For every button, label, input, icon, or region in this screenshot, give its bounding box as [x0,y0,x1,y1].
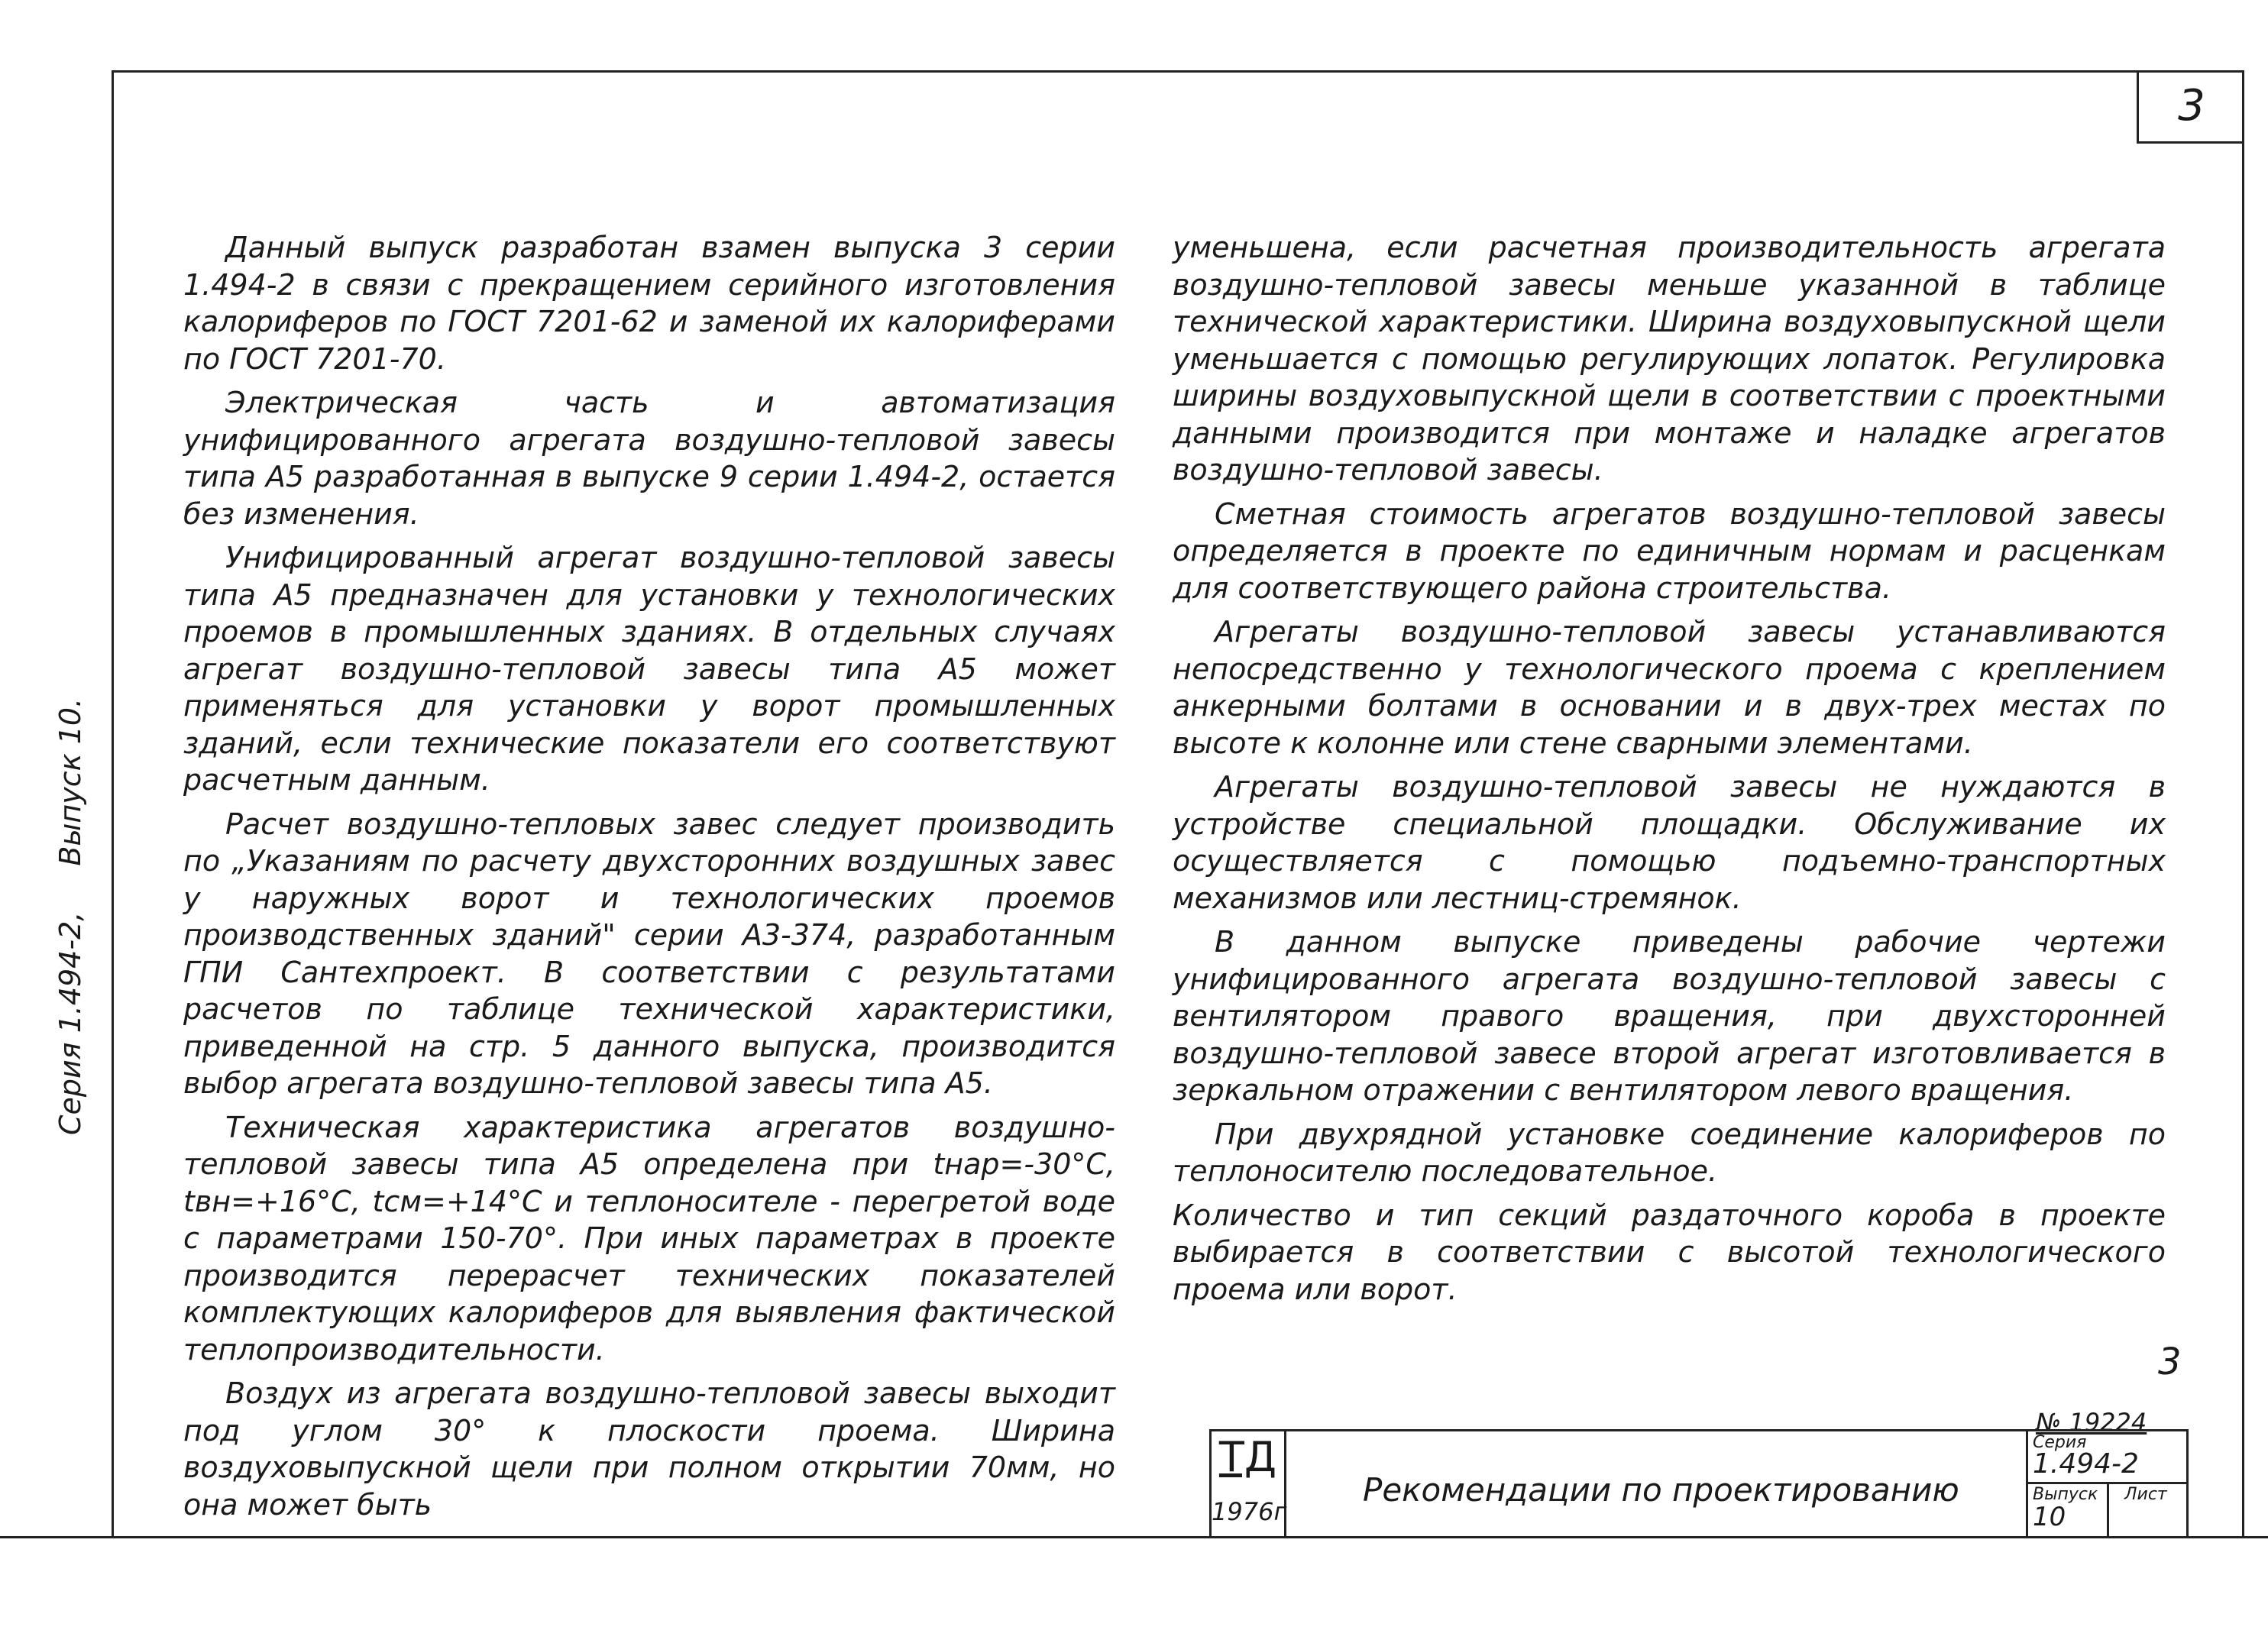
paragraph: Воздух из агрегата воздушно-тепловой завесы выходит под углом 30° к плоскости проема. Ширина воздуховыпускной щели при полном открытии 70мм, но она может быть [183,1376,1115,1522]
side-label-issue: Выпуск 10. [53,697,87,866]
series-label: Серия [2033,1433,2087,1452]
paragraph: Техническая характеристика агрегатов воздушно-тепловой завесы типа А5 определена при tнар=-30°С, tвн=+16°С, tсм=+14°С и теплоносителе - перегретой воде с параметрами 150-70°. При иных параметрах в проекте производится перерасчет технических показателей комплектующих калориферов для выявления фактической теплопроизводительности. [183,1110,1115,1367]
document-title: Рекомендации по проектированию [1363,1471,1959,1509]
year: 1976г [1212,1497,1287,1526]
page-number-box [2137,70,2244,144]
issue-label: Выпуск [2033,1485,2098,1504]
paragraph: Расчет воздушно-тепловых завес следует производить по „Указаниям по расчету двухсторонних воздушных завес у наружных ворот и технологических проемов производственных зданий" серии А3-374, разработанным ГПИ Сантехпроект. В соответствии с результатами расчетов по таблице технической характеристики, приведенной на стр. 5 данного выпуска, производится выбор агрегата воздушно-тепловой завесы типа А5. [183,807,1115,1100]
td-logo: ТД [1218,1433,1277,1481]
divider [2107,1482,2109,1537]
sheet-label: Лист [2124,1485,2167,1504]
paragraph: Агрегаты воздушно-тепловой завесы устанавливаются непосредственно у технологического проема с креплением анкерными болтами в основании и в двух-трех местах по высоте к колонне или стене сварными элементами. [1173,615,2166,760]
page-number: 3 [2178,81,2205,131]
text-column-left [183,229,1115,1530]
series-value: 1.494-2 [2033,1448,2139,1480]
paragraph: При двухрядной установке соединение калориферов по теплоносителю последовательное. [1173,1117,2166,1188]
title-block-logo-cell [1212,1431,1286,1537]
side-label-series: Серия 1.494-2, [53,911,87,1136]
paragraph: Сметная стоимость агрегатов воздушно-тепловой завесы определяется в проекте по единичным нормам и расценкам для соответствующего района строительства. [1173,497,2166,605]
sheet-number-mark: 3 [2158,1341,2182,1383]
paragraph: Количество и тип секций раздаточного короба в проекте выбирается в соответствии с высотой технологического проема или ворот. [1173,1198,2166,1306]
side-label [53,698,87,1135]
paragraph: уменьшена, если расчетная производительность агрегата воздушно-тепловой завесы меньше указанной в таблице технической характеристики. Ширина воздуховыпускной щели уменьшается с помощью регулирующих лопаток. Регулировка ширины воздуховыпускной щели в соответствии с проектными данными производится при монтаже и наладке агрегатов воздушно-тепловой завесы. [1173,231,2166,487]
paragraph: В данном выпуске приведены рабочие чертежи унифицированного агрегата воздушно-тепловой завесы с вентилятором правого вращения, при двухсторонней воздушно-тепловой завесе второй агрегат изготовливается в зеркальном отражении с вентилятором левого вращения. [1173,925,2166,1107]
paragraph: Агрегаты воздушно-тепловой завесы не нуждаются в устройстве специальной площадки. Обслуживание их осуществляется с помощью подъемно-транспортных механизмов или лестниц-стремянок. [1173,770,2166,915]
paragraph: Унифицированный агрегат воздушно-тепловой завесы типа А5 предназначен для установки у технологических проемов в промышленных зданиях. В отдельных случаях агрегат воздушно-тепловой завесы типа А5 может применяться для установки у ворот промышленных зданий, если технические показатели его соответствуют расчетным данным. [183,541,1115,797]
document-number: № 19224 [2036,1408,2147,1437]
paragraph: Данный выпуск разработан взамен выпуска 3 серии 1.494-2 в связи с прекращением серийного изготовления калориферов по ГОСТ 7201-62 и заменой их калориферами по ГОСТ 7201-70. [183,231,1115,376]
title-block-info-cell [2026,1431,2189,1537]
title-block [1209,1429,2189,1537]
text-column-right [1173,229,2166,1315]
paragraph: Электрическая часть и автоматизация унифицированного агрегата воздушно-тепловой завесы типа А5 разработанная в выпуске 9 серии 1.494-2, остается без изменения. [183,386,1115,531]
issue-value: 10 [2033,1502,2066,1532]
